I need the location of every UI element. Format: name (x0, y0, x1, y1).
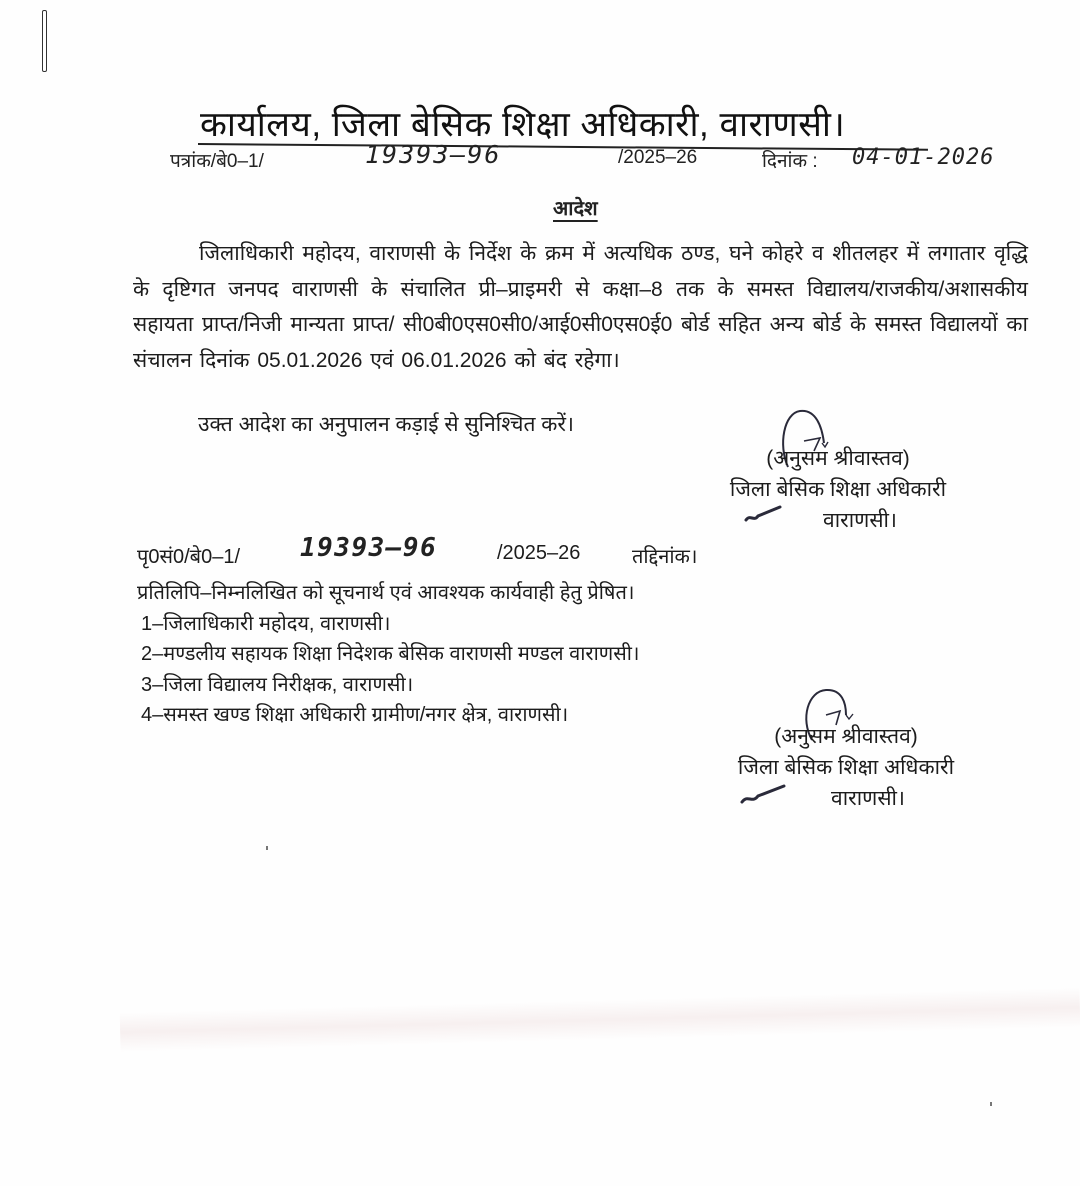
copy-recipient: 1–जिलाधिकारी महोदय, वाराणसी। (141, 612, 391, 635)
order-body-text: जिलाधिकारी महोदय, वाराणसी के निर्देश के क्रम में अत्यधिक ठण्ड, घने कोहरे व शीतलहर में लगातार वृद्धि के दृष्टिगत जनपद वाराणसी के संचालित प्री–प्राइमरी से कक्षा–8 तक के समस्त विद्यालय/राजकीय/अशासकीय सहायता प्राप्त/निजी मान्यता प्राप्त/ सी0बी0एस0सी0/आई0सी0एस0ई0 बोर्ड सहित अन्य बोर्ड के समस्त विद्यालयों का संचालन दिनांक 05.01.2026 एवं 06.01.2026 को बंद रहेगा। (133, 242, 1028, 372)
signature-block-2 (706, 721, 986, 814)
copy-recipient: 3–जिला विद्यालय निरीक्षक, वाराणसी। (141, 673, 414, 696)
reference-number-handwritten: 19393–96 (365, 140, 502, 169)
signatory-designation: जिला बेसिक शिक्षा अधिकारी (737, 756, 955, 779)
page-edge-mark (42, 10, 47, 72)
signatory-location: वाराणसी। (831, 787, 905, 810)
compliance-line: उक्त आदेश का अनुपालन कड़ाई से सुनिश्चित करें। (198, 413, 574, 436)
order-heading: आदेश (553, 198, 598, 220)
signatory-name: (अनुसम श्रीवास्तव) (774, 725, 918, 748)
signatory-name: (अनुसम श्रीवास्तव) (766, 447, 910, 470)
reference-year: /2025–26 (618, 147, 698, 168)
signature-block-1 (698, 443, 978, 536)
copy-recipient: 2–मण्डलीय सहायक शिक्षा निदेशक बेसिक वाराणसी मण्डल वाराणसी। (141, 643, 640, 665)
office-title: कार्यालय, जिला बेसिक शिक्षा अधिकारी, वाराणसी। (200, 105, 846, 144)
paper-speck (990, 1102, 992, 1106)
copy-reference-prefix: पृ0सं0/बे0–1/ (137, 546, 241, 568)
copy-list (137, 578, 640, 731)
reference-date-label: दिनांक : (762, 151, 818, 172)
paper-smudge (120, 987, 1080, 1052)
reference-prefix: पत्रांक/बे0–1/ (170, 151, 264, 172)
paper-speck (266, 846, 268, 850)
reference-date-handwritten: 04-01-2026 (852, 145, 995, 170)
copy-reference-number-handwritten: 19393–96 (300, 533, 438, 563)
copy-reference-same-date: तद्दिनांक। (632, 546, 698, 568)
signatory-designation: जिला बेसिक शिक्षा अधिकारी (729, 478, 947, 501)
copy-recipient: 4–समस्त खण्ड शिक्षा अधिकारी ग्रामीण/नगर क्षेत्र, वाराणसी। (141, 704, 569, 726)
copy-reference-year: /2025–26 (497, 542, 581, 564)
copy-intro: प्रतिलिपि–निम्नलिखित को सूचनार्थ एवं आवश्यक कार्यवाही हेतु प्रेषित। (137, 582, 635, 604)
order-body (133, 236, 1028, 378)
signatory-location: वाराणसी। (823, 509, 897, 532)
